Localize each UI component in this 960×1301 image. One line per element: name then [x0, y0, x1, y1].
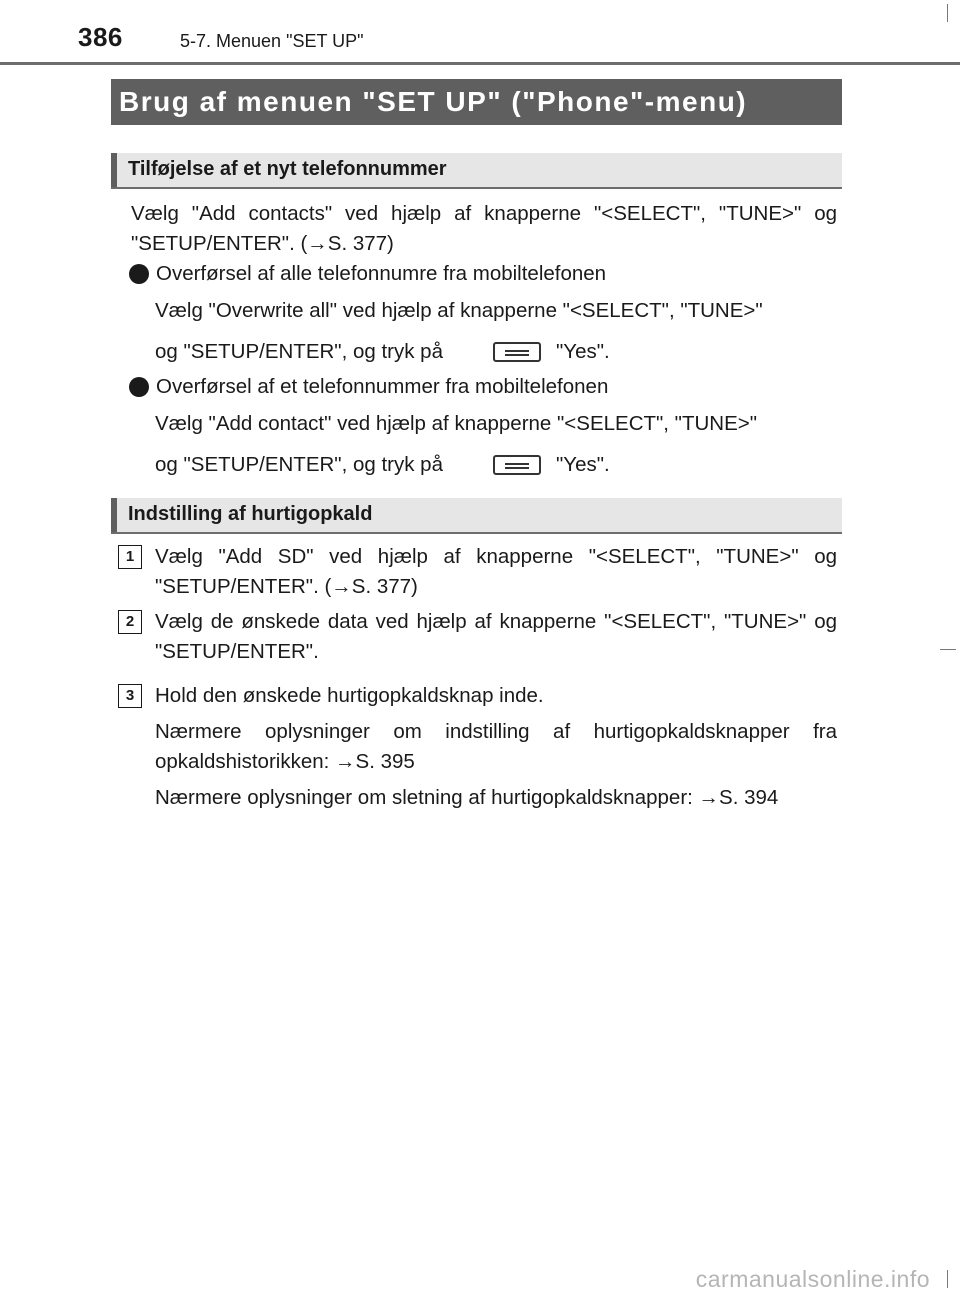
intro-paragraph — [131, 199, 837, 259]
step-text: Vælg "Add SD" ved hjælp af knapperne "<SELECT", "TUNE>" og "SETUP/ENTER". (→S. 377) — [155, 545, 837, 598]
section-heading-new-number: Tilføjelse af et nyt telefonnummer — [111, 153, 842, 188]
step-number: 3 — [118, 684, 142, 708]
page-title: Brug af menuen "SET UP" ("Phone"-menu) — [111, 79, 842, 125]
section-heading-speed-dial: Indstilling af hurtigopkald — [111, 498, 842, 533]
step-text: Hold den ønskede hurtigopkaldsknap inde. — [155, 684, 544, 707]
page-number: 386 — [78, 22, 123, 52]
phone-button-icon — [493, 342, 541, 362]
section-path: 5-7. Menuen "SET UP" — [180, 31, 364, 51]
phone-button-icon — [493, 455, 541, 475]
bullet-line-after: "Yes". — [556, 453, 610, 476]
bullet-line-before: og "SETUP/ENTER", og tryk på — [155, 340, 443, 363]
bullet-line: Vælg "Add contact" ved hjælp af knapperne "<SELECT", "TUNE>" — [155, 412, 758, 435]
bullet-line-after: "Yes". — [556, 340, 610, 363]
bullet-line-before: og "SETUP/ENTER", og tryk på — [155, 453, 443, 476]
crop-mark — [947, 4, 948, 22]
header-rule — [0, 62, 960, 65]
bullet-line: Vælg "Overwrite all" ved hjælp af knapperne "<SELECT", "TUNE>" — [155, 299, 763, 322]
crop-mark — [947, 1270, 948, 1288]
step-number: 2 — [118, 610, 142, 634]
step-number: 1 — [118, 545, 142, 569]
bullet-icon — [129, 264, 149, 284]
bullet-label: Overførsel af alle telefonnumre fra mobiltelefonen — [156, 262, 607, 285]
step-text: Vælg de ønskede data ved hjælp af knapperne "<SELECT", "TUNE>" og "SETUP/ENTER". — [155, 610, 837, 663]
bullet-label: Overførsel af et telefonnummer fra mobiltelefonen — [156, 375, 609, 398]
crop-mark — [940, 649, 956, 650]
bullet-icon — [129, 377, 149, 397]
note-paragraph: Nærmere oplysninger om indstilling af hurtigopkaldsknapper fra opkaldshistorikken: →S. 395 — [155, 720, 837, 773]
watermark: carmanualsonline.info — [695, 1266, 930, 1292]
intro-text: Vælg "Add contacts" ved hjælp af knapperne "<SELECT", "TUNE>" og "SETUP/ENTER". (→S. 377) — [131, 202, 837, 255]
note-paragraph: Nærmere oplysninger om sletning af hurtigopkaldsknapper: →S. 394 — [155, 786, 779, 809]
